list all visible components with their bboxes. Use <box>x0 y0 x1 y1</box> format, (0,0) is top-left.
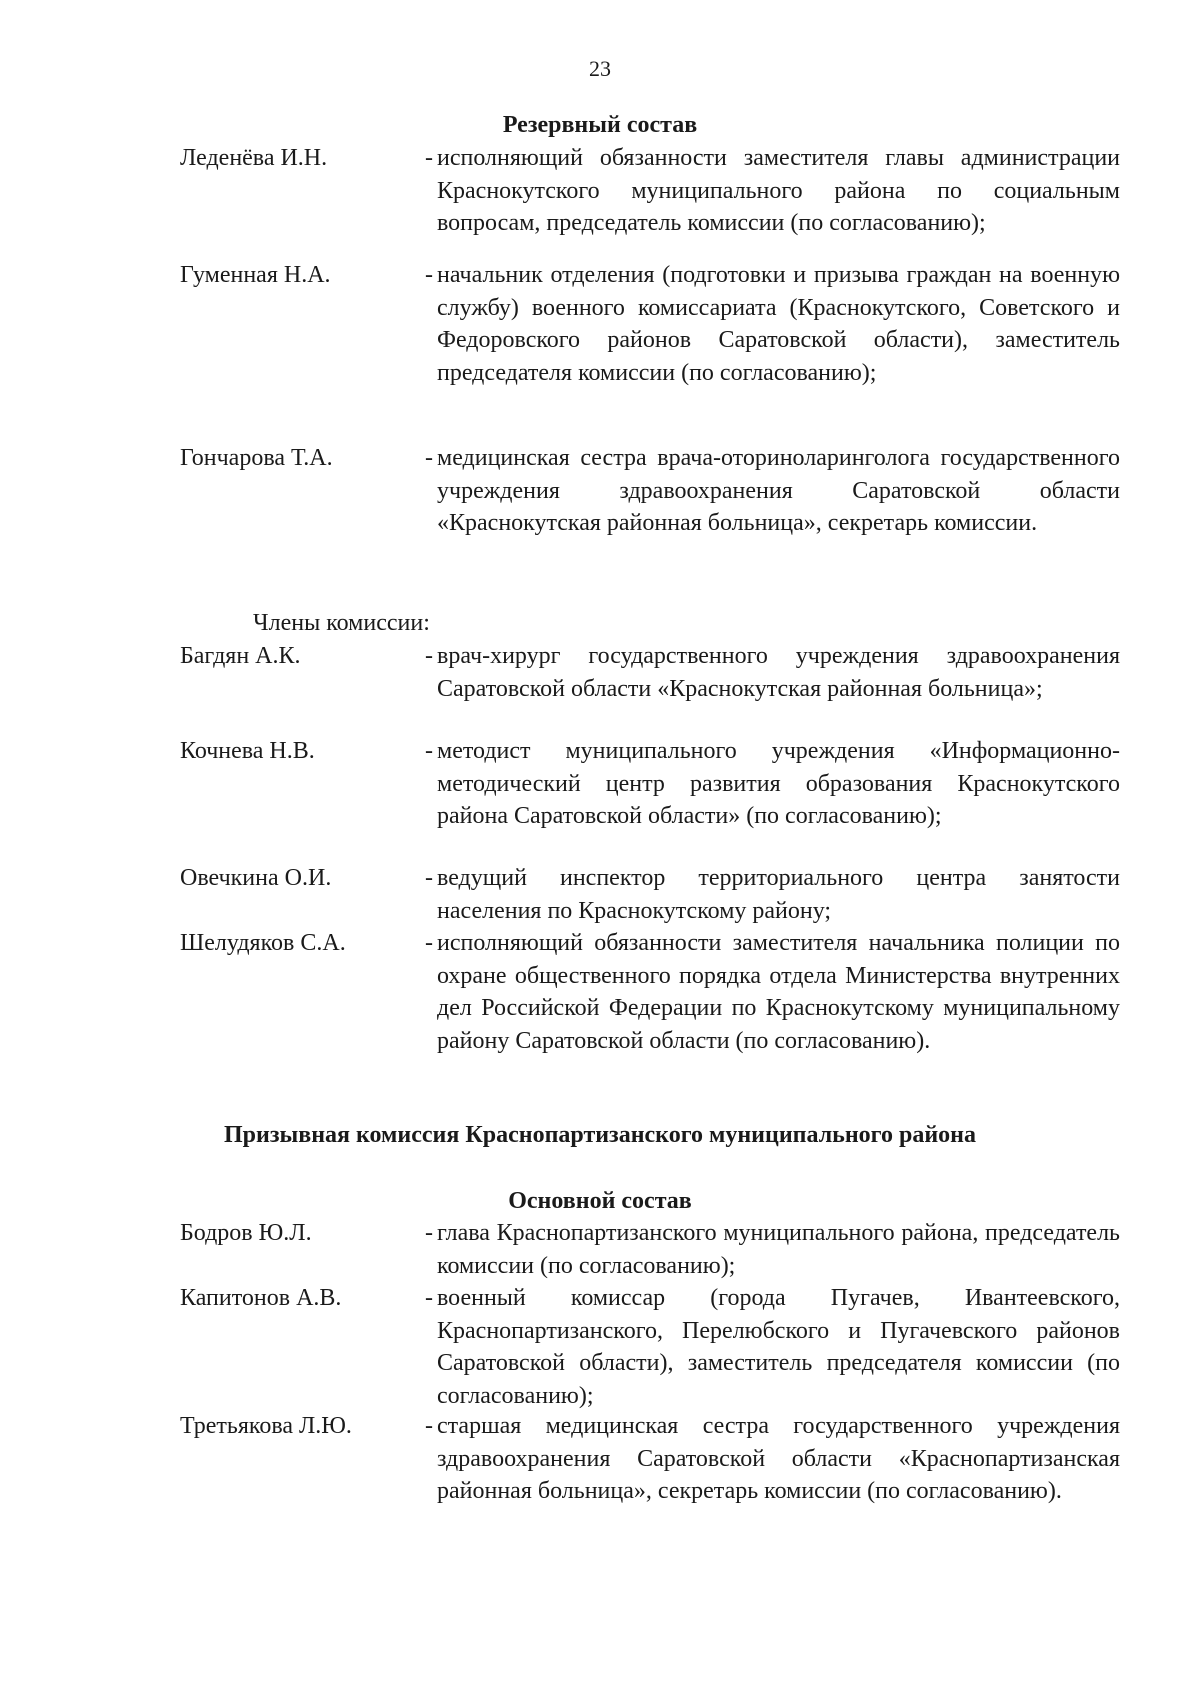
dash: - <box>425 262 433 288</box>
dash: - <box>425 643 433 669</box>
member-position: начальник отделения (подготовки и призыва граждан на военную службу) военного комиссариата (Краснокутского, Советского и Федоровского районов Саратовской области), заместитель председателя комиссии (по согласованию); <box>437 262 1120 386</box>
dash: - <box>425 1413 433 1439</box>
member-name: Леденёва И.Н. <box>180 145 328 171</box>
member-name: Овечкина О.И. <box>180 865 332 891</box>
main-heading: Основной состав <box>508 1188 692 1214</box>
member-name: Бодров Ю.Л. <box>180 1220 312 1246</box>
member-position: военный комиссар (города Пугачев, Ивантеевского, Краснопартизанского, Перелюбского и Пугачевского районов Саратовской области), заместитель председателя комиссии (по согласованию); <box>437 1285 1120 1409</box>
member-entry <box>180 862 1120 927</box>
dash: - <box>425 1220 433 1246</box>
main-entry <box>180 1282 1120 1412</box>
members-label: Члены комиссии: <box>253 610 430 636</box>
member-name: Шелудяков С.А. <box>180 930 346 956</box>
dash: - <box>425 1285 433 1311</box>
member-entry <box>180 735 1120 833</box>
commission-title: Призывная комиссия Краснопартизанского муниципального района <box>224 1122 976 1148</box>
member-entry <box>180 640 1120 705</box>
member-position: медицинская сестра врача-оториноларинголога государственного учреждения здравоохранения Саратовской области «Краснокутская районная больница», секретарь комиссии. <box>437 445 1120 536</box>
main-entry <box>180 1410 1120 1508</box>
member-position: исполняющий обязанности заместителя главы администрации Краснокутского муниципального района по социальным вопросам, председатель комиссии (по согласованию); <box>437 145 1120 236</box>
dash: - <box>425 930 433 956</box>
member-name: Третьякова Л.Ю. <box>180 1413 352 1439</box>
reserve-entry <box>180 142 1120 240</box>
member-name: Гуменная Н.А. <box>180 262 331 288</box>
reserve-entry <box>180 442 1120 540</box>
member-position: старшая медицинская сестра государственного учреждения здравоохранения Саратовской области «Краснопартизанская районная больница», секретарь комиссии (по согласованию). <box>437 1413 1120 1504</box>
member-position: методист муниципального учреждения «Информационно-методический центр развития образования Краснокутского района Саратовской области» (по согласованию); <box>437 738 1120 829</box>
dash: - <box>425 145 433 171</box>
page-number: 23 <box>589 56 611 81</box>
member-position: исполняющий обязанности заместителя начальника полиции по охране общественного порядка отдела Министерства внутренних дел Российской Федерации по Краснокутскому муниципальному району Саратовской области (по согласованию). <box>437 930 1120 1054</box>
dash: - <box>425 738 433 764</box>
member-name: Капитонов А.В. <box>180 1285 342 1311</box>
member-name: Гончарова Т.А. <box>180 445 333 471</box>
member-entry <box>180 927 1120 1057</box>
main-entry <box>180 1217 1120 1282</box>
dash: - <box>425 865 433 891</box>
dash: - <box>425 445 433 471</box>
member-position: врач-хирург государственного учреждения здравоохранения Саратовской области «Краснокутская районная больница»; <box>437 643 1120 702</box>
reserve-entry <box>180 259 1120 389</box>
member-position: ведущий инспектор территориального центра занятости населения по Краснокутскому району; <box>437 865 1120 924</box>
member-position: глава Краснопартизанского муниципального района, председатель комиссии (по согласованию); <box>437 1220 1120 1279</box>
member-name: Кочнева Н.В. <box>180 738 315 764</box>
member-name: Багдян А.К. <box>180 643 301 669</box>
reserve-heading: Резервный состав <box>502 112 698 138</box>
